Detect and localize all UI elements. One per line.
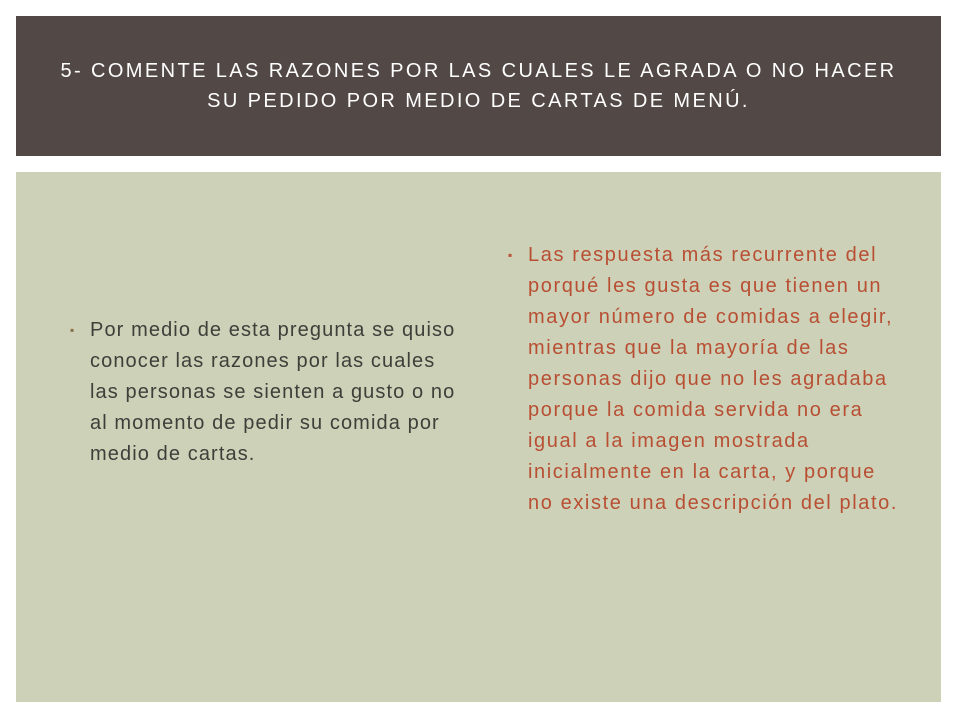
left-bullet-item: [70, 315, 460, 470]
left-bullet-text: Por medio de esta pregunta se quiso conocer las razones por las cuales las personas se sienten a gusto o no al momento de pedir su comida por medio de cartas.: [90, 319, 456, 465]
title-bar: [16, 16, 941, 156]
content-panel: [16, 172, 941, 702]
right-bullet-item: [508, 240, 908, 519]
bullet-square-icon: ▪: [508, 248, 513, 262]
slide-title: 5- COMENTE LAS RAZONES POR LAS CUALES LE AGRADA O NO HACER SU PEDIDO POR MEDIO DE CARTAS DE MENÚ.: [60, 60, 897, 112]
bullet-square-icon: ▪: [70, 323, 75, 337]
right-bullet-text: Las respuesta más recurrente del porqué les gusta es que tienen un mayor número de comidas a elegir, mientras que la mayoría de las personas dijo que no les agradaba porque la comida servida no era igual a la imagen mostrada inicialmente en la carta, y porque no existe una descripción del plato.: [528, 244, 899, 514]
